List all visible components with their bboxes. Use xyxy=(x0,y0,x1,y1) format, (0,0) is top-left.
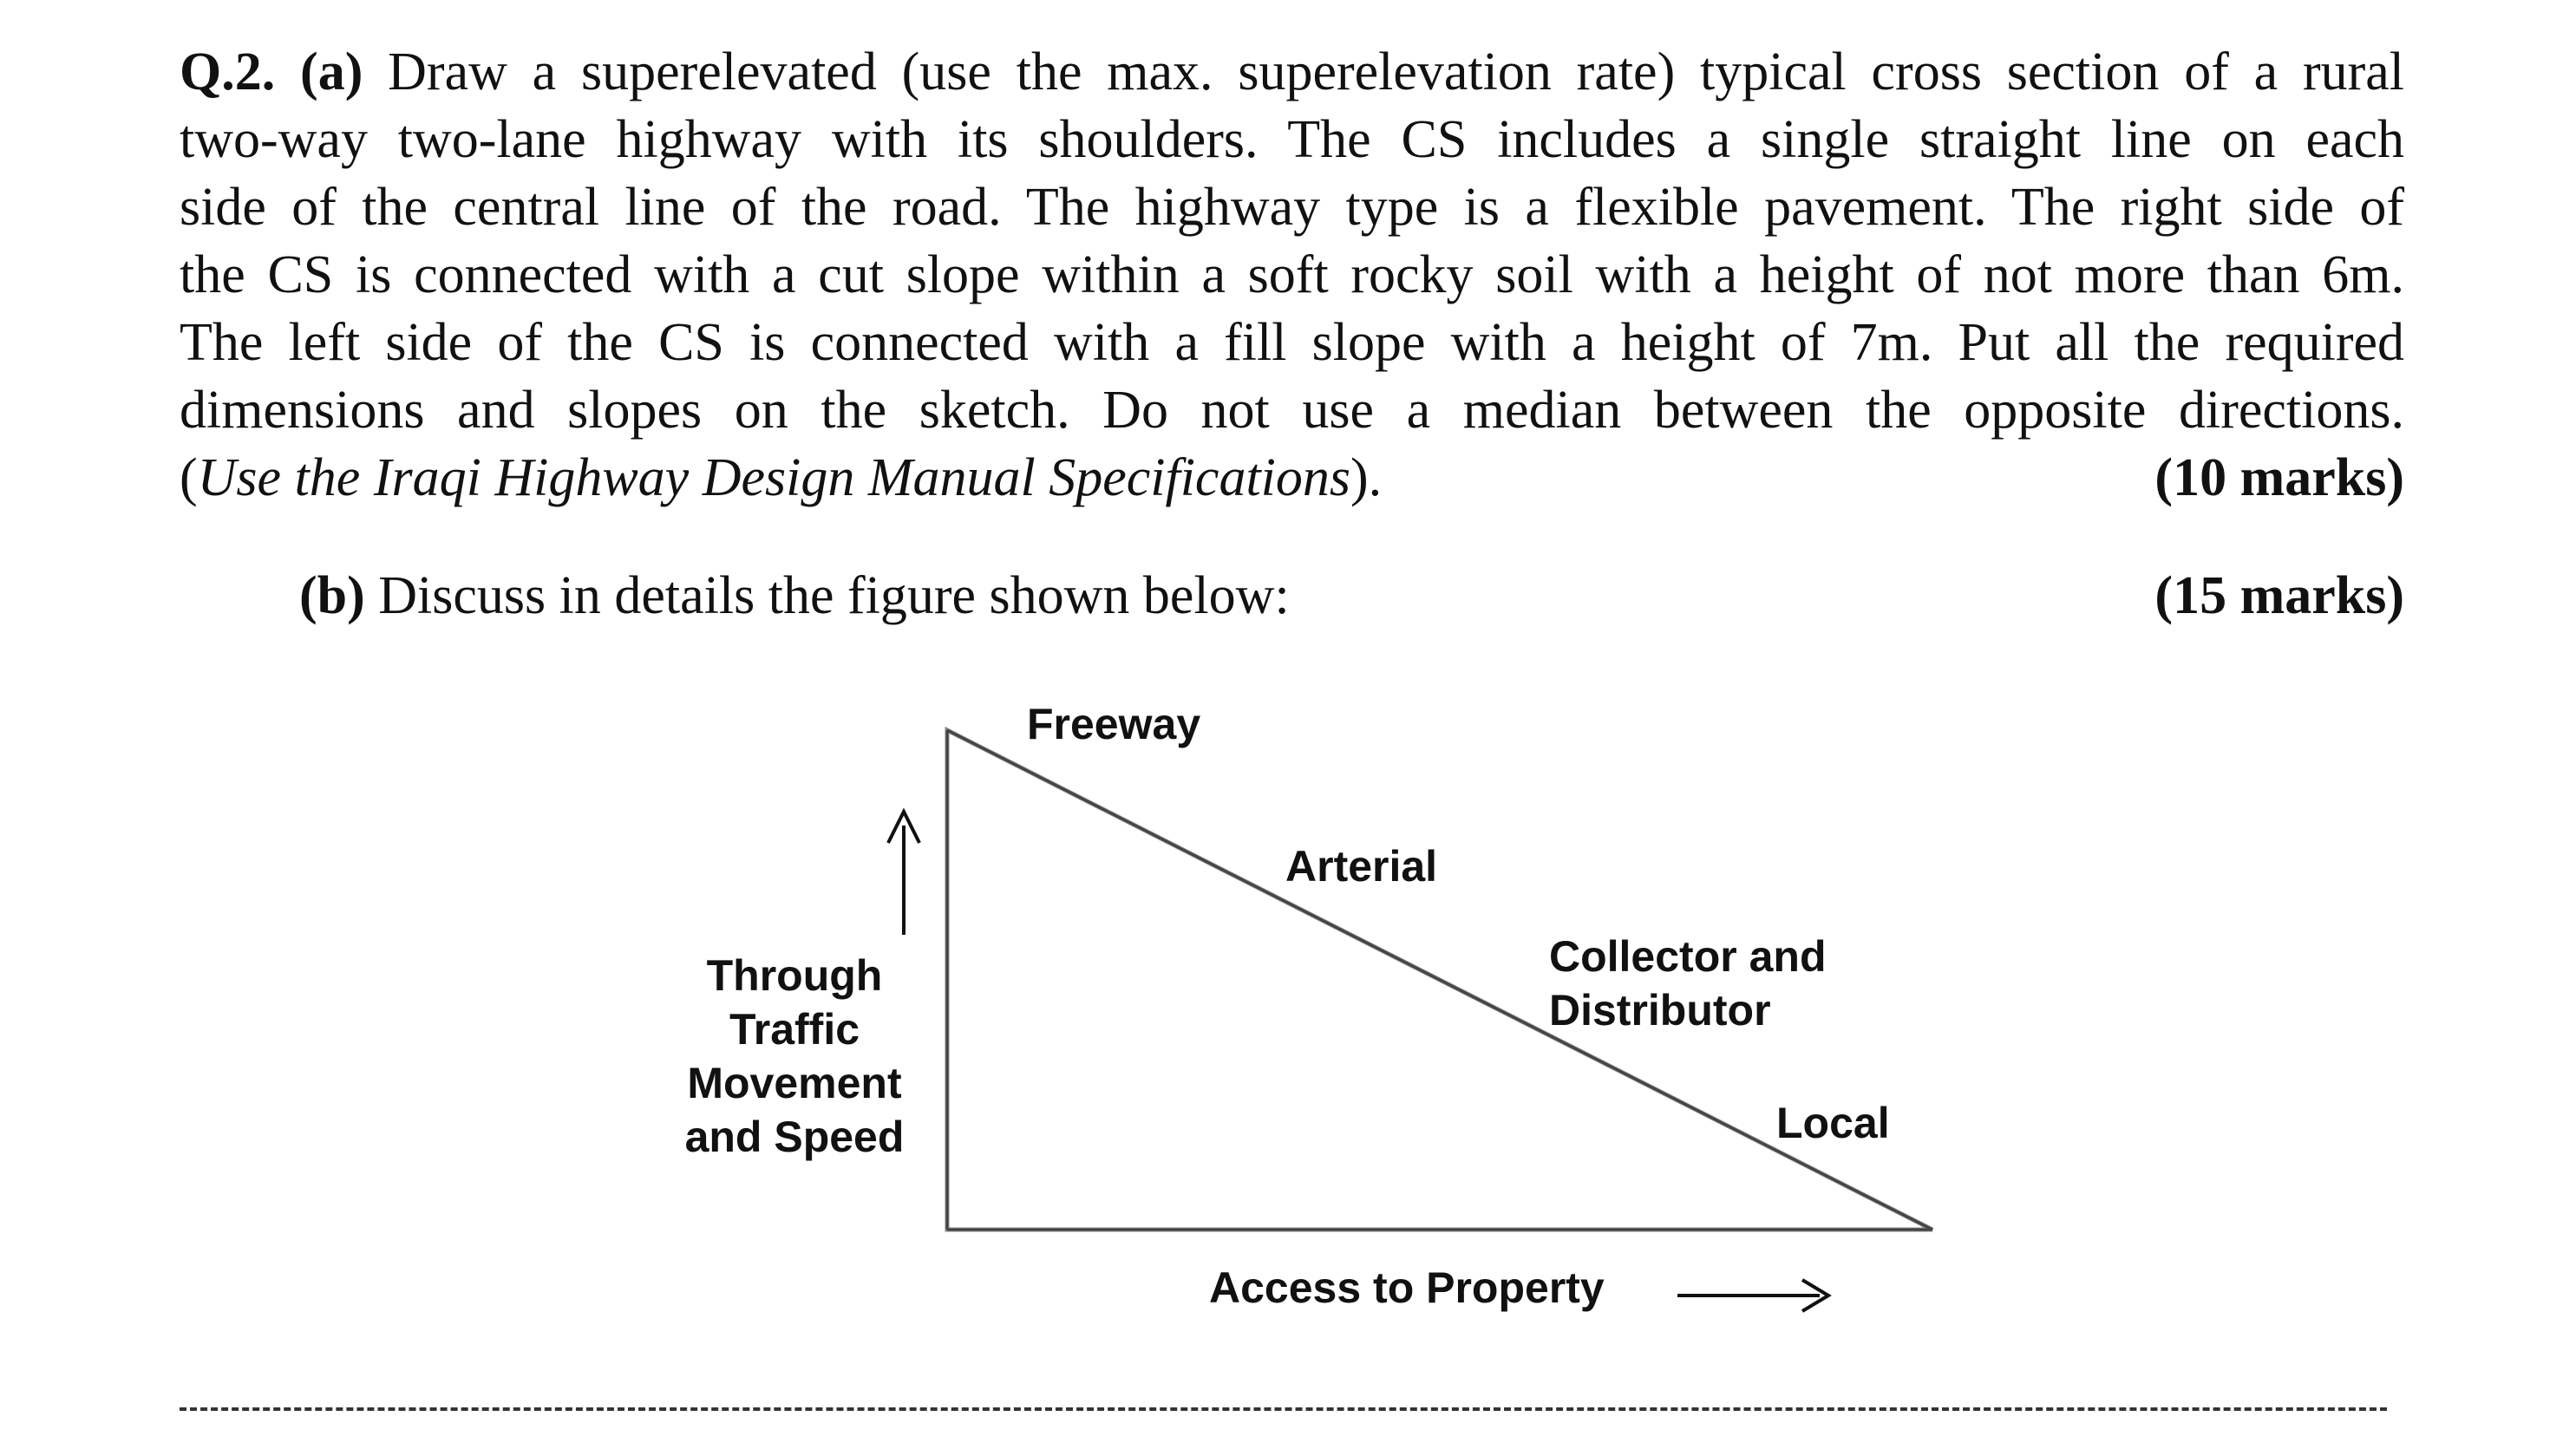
dashed-divider xyxy=(180,1407,2387,1411)
label-local: Local xyxy=(1776,1099,1890,1147)
part-a-marks: (10 marks) xyxy=(2154,448,2404,507)
part-a-text-5: The left side of the CS is connected with a fill slope with a height of 7m. Put all the required xyxy=(180,313,2404,372)
y-axis-label-line4: and Speed xyxy=(684,1113,905,1161)
reference-close: ). xyxy=(1350,448,1383,507)
y-axis-label-line2: Traffic xyxy=(729,1005,860,1054)
part-a-label: (a) xyxy=(300,42,363,101)
part-a-text-6: dimensions and slopes on the sketch. Do not use a median between the opposite directions. xyxy=(180,381,2404,440)
part-a-text-3: side of the central line of the road. The highway type is a flexible pavement. The right side of xyxy=(180,178,2404,237)
label-arterial: Arterial xyxy=(1285,842,1438,891)
label-collector-line2: Distributor xyxy=(1549,986,1771,1035)
manual-reference: Use the Iraqi Highway Design Manual Specifications xyxy=(197,448,1351,507)
part-a-text-1: Draw a superelevated (use the max. superelevation rate) typical cross section of a rural xyxy=(388,42,2405,101)
label-collector-line1: Collector and xyxy=(1549,932,1827,981)
reference-open: ( xyxy=(180,448,198,507)
part-a-text-4: the CS is connected with a cut slope within a soft rocky soil with a height of not more than 6m. xyxy=(180,245,2404,304)
label-freeway: Freeway xyxy=(1027,700,1201,748)
part-b-label: (b) xyxy=(299,566,365,625)
part-a-text-2: two-way two-lane highway with its shoulders. The CS includes a single straight line on each xyxy=(180,110,2404,169)
question-number: Q.2. xyxy=(180,42,276,101)
y-axis-label-line3: Movement xyxy=(687,1059,902,1107)
x-axis-label: Access to Property xyxy=(1209,1263,1605,1312)
y-axis-label-line1: Through xyxy=(706,951,883,1000)
part-b-text: Discuss in details the figure shown below: xyxy=(378,566,1290,625)
part-b-marks: (15 marks) xyxy=(2154,566,2404,625)
